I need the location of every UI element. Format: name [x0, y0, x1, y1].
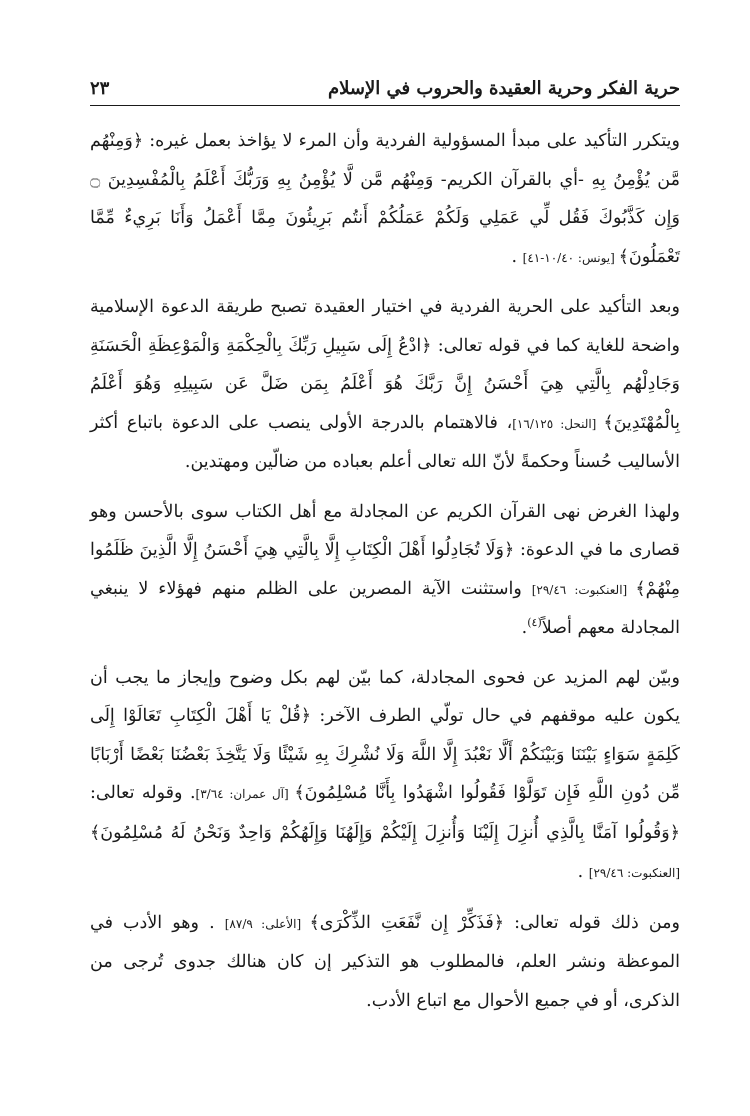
- footnote-reference[interactable]: (٤): [527, 616, 542, 630]
- book-page: [90, 78, 680, 1031]
- quran-verse: ﴿فَذَكِّرْ إِن نَّفَعَتِ الذِّكْرَى﴾: [309, 912, 505, 933]
- body-text: .: [511, 246, 523, 267]
- body-text: ومن ذلك قوله تعالى:: [504, 912, 680, 933]
- body-text: ويتكرر التأكيد على مبدأ المسؤولية الفردية وأن المرء لا يؤاخذ بعمل غيره:: [143, 131, 680, 151]
- body-text: وبيّن لهم المزيد عن فحوى المجادلة، كما بيّن لهم بكل وضوح وإيجاز ما يجب أن يكون عليه موقفهم في حال تولّي الطرف الآخر:: [90, 667, 680, 726]
- verse-citation: [العنكبوت: ٢٩/٤٦]: [588, 866, 680, 880]
- paragraph-2: [90, 288, 680, 482]
- running-title: حرية الفكر وحرية العقيدة والحروب في الإسلام: [328, 78, 680, 99]
- body-text: واستثنت الآية المصرين على الظلم منهم فهؤلاء لا ينبغي المجادلة معهم أصلاً: [90, 578, 680, 638]
- verse-citation: [الأعلى: ٨٧/٩]: [224, 916, 310, 931]
- running-header: [90, 78, 680, 106]
- quran-verse: وَمِنْهُم مَّن لَّا يُؤْمِنُ بِهِ وَرَبُّكَ أَعْلَمُ بِالْمُفْسِدِينَ ۝ وَإِن كَذَّبُوكَ فَقُل لِّي عَمَلِي وَلَكُمْ عَمَلُكُمْ أَنتُم بَرِيئُونَ مِمَّا أَعْمَلُ وَأَنَا بَرِيءٌ مِّمَّا تَعْمَلُونَ﴾: [90, 169, 680, 267]
- quran-verse: ﴿وَلَا تُجَادِلُوا أَهْلَ الْكِتَابِ إِلَّا بِالَّتِي هِيَ أَحْسَنُ إِلَّا الَّذِينَ ظَلَمُوا مِنْهُمْ﴾: [90, 540, 680, 599]
- body-text: ولهذا الغرض نهى القرآن الكريم عن المجادلة مع أهل الكتاب سوى بالأحسن وهو قصارى ما في الدعوة:: [90, 501, 680, 560]
- body-text: . وقوله تعالى:: [90, 783, 196, 803]
- paragraph-5: [90, 904, 680, 1021]
- verse-citation: [العنكبوت: ٢٩/٤٦]: [531, 582, 636, 597]
- body-text: وبعد التأكيد على الحرية الفردية في اختيار العقيدة تصبح طريقة الدعوة الإسلامية واضحة للغاية كما في قوله تعالى:: [90, 297, 680, 356]
- verse-citation: [آل عمران: ٣/٦٤]: [195, 787, 295, 801]
- quran-verse: ﴿قُلْ يَا أَهْلَ الْكِتَابِ تَعَالَوْا إِلَى كَلِمَةٍ سَوَاءٍ بَيْنَنَا وَبَيْنَكُمْ أَلَّا نَعْبُدَ إِلَّا اللَّهَ وَلَا نُشْرِكَ بِهِ شَيْئًا وَلَا يَتَّخِذَ بَعْضُنَا بَعْضًا أَرْبَابًا مِّن دُونِ اللَّهِ فَإِن تَوَلَّوْا فَقُولُوا اشْهَدُوا بِأَنَّا مُسْلِمُونَ﴾: [90, 706, 681, 803]
- quran-verse: ﴿ادْعُ إِلَى سَبِيلِ رَبِّكَ بِالْحِكْمَةِ وَالْمَوْعِظَةِ الْحَسَنَةِ وَجَادِلْهُم بِالَّتِي هِيَ أَحْسَنُ إِنَّ رَبَّكَ هُوَ أَعْلَمُ بِمَن ضَلَّ عَن سَبِيلِهِ وَهُوَ أَعْلَمُ بِالْمُهْتَدِينَ﴾: [90, 335, 680, 433]
- page-number: ٢٣: [90, 78, 110, 99]
- quran-verse: ﴿وَقُولُوا آمَنَّا بِالَّذِي أُنزِلَ إِلَيْنَا وَأُنزِلَ إِلَيْكُمْ وَإِلَهُنَا وَإِلَهُكُمْ وَاحِدٌ وَنَحْنُ لَهُ مُسْلِمُونَ﴾: [90, 822, 680, 843]
- quran-verse: ﴿وَمِنْهُم مَّن يُؤْمِنُ بِهِ: [90, 131, 680, 190]
- body-text: .: [577, 862, 589, 882]
- body-text: -أي بالقرآن الكريم-: [433, 169, 592, 190]
- verse-citation: [النحل: ١٦/١٢٥]: [512, 416, 604, 431]
- body-text: .: [521, 618, 528, 638]
- paragraph-1: [90, 122, 680, 277]
- paragraph-3: [90, 493, 680, 648]
- body-text: ، فالاهتمام بالدرجة الأولى ينصب على الدعوة باتباع أكثر الأساليب حُسناً وحكمةً لأنّ الله تعالى أعلم بعباده من ضالّين ومهتدين.: [90, 412, 680, 472]
- body-text: . وهو الأدب في الموعظة ونشر العلم، فالمطلوب هو التذكير إن كان هنالك جدوى تُرجى من الذكرى، أو في جميع الأحوال مع اتباع الأدب.: [90, 912, 680, 1011]
- verse-citation: [يونس: ١٠/٤٠-٤١]: [522, 250, 619, 265]
- paragraph-4: [90, 659, 680, 893]
